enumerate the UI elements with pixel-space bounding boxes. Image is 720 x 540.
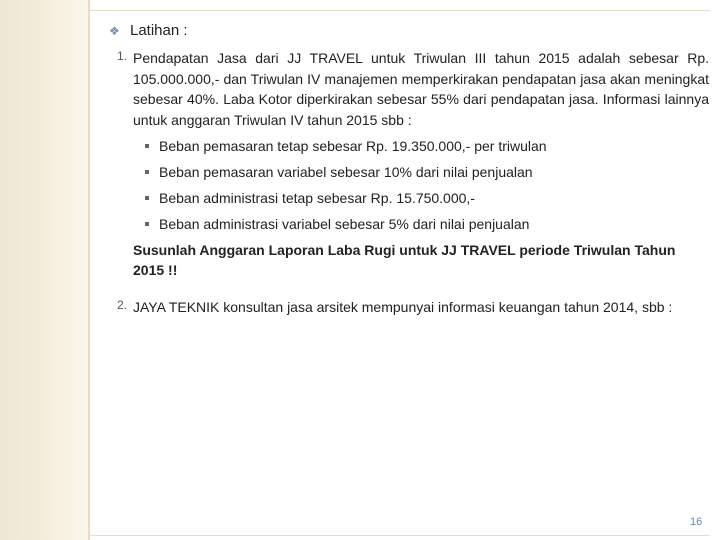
decorative-side-panel <box>0 0 88 540</box>
item-paragraph: Pendapatan Jasa dari JJ TRAVEL untuk Triwulan III tahun 2015 adalah sebesar Rp. 105.000.000,- dan Triwulan IV manajemen memperkirakan pendapatan jasa akan meningkat sebesar 40%. Laba Kotor diperkirakan sebesar 55% dari pendapatan jasa. Informasi lainnya untuk anggaran Triwulan IV tahun 2015 sbb : <box>133 50 709 128</box>
heading <box>109 22 188 39</box>
square-bullet-icon <box>145 170 149 174</box>
bullet-item <box>145 211 709 237</box>
page-number: 16 <box>690 516 703 528</box>
bullet-text: Beban pemasaran variabel sebesar 10% dari nilai penjualan <box>159 164 533 180</box>
bullet-item <box>145 133 709 159</box>
bullet-text: Beban administrasi tetap sebesar Rp. 15.750.000,- <box>159 190 475 206</box>
bullet-text: Beban pemasaran tetap sebesar Rp. 19.350.000,- per triwulan <box>159 138 547 154</box>
numbered-item-2 <box>109 297 709 318</box>
square-bullet-icon <box>145 222 149 226</box>
bullet-list <box>109 133 709 237</box>
diamond-bullet-icon: ❖ <box>109 23 120 38</box>
square-bullet-icon <box>145 144 149 148</box>
item-number: 1. <box>117 49 128 63</box>
item-number: 2. <box>117 298 128 312</box>
bullet-item <box>145 185 709 211</box>
square-bullet-icon <box>145 196 149 200</box>
bullet-text: Beban administrasi variabel sebesar 5% dari nilai penjualan <box>159 216 530 232</box>
heading-text: Latihan : <box>130 22 188 39</box>
instruction-text: Susunlah Anggaran Laporan Laba Rugi untuk JJ TRAVEL periode Triwulan Tahun 2015 !! <box>133 242 676 278</box>
bullet-item <box>145 159 709 185</box>
item-paragraph: JAYA TEKNIK konsultan jasa arsitek mempunyai informasi keuangan tahun 2014, sbb : <box>133 299 673 315</box>
numbered-item-1 <box>109 48 709 280</box>
